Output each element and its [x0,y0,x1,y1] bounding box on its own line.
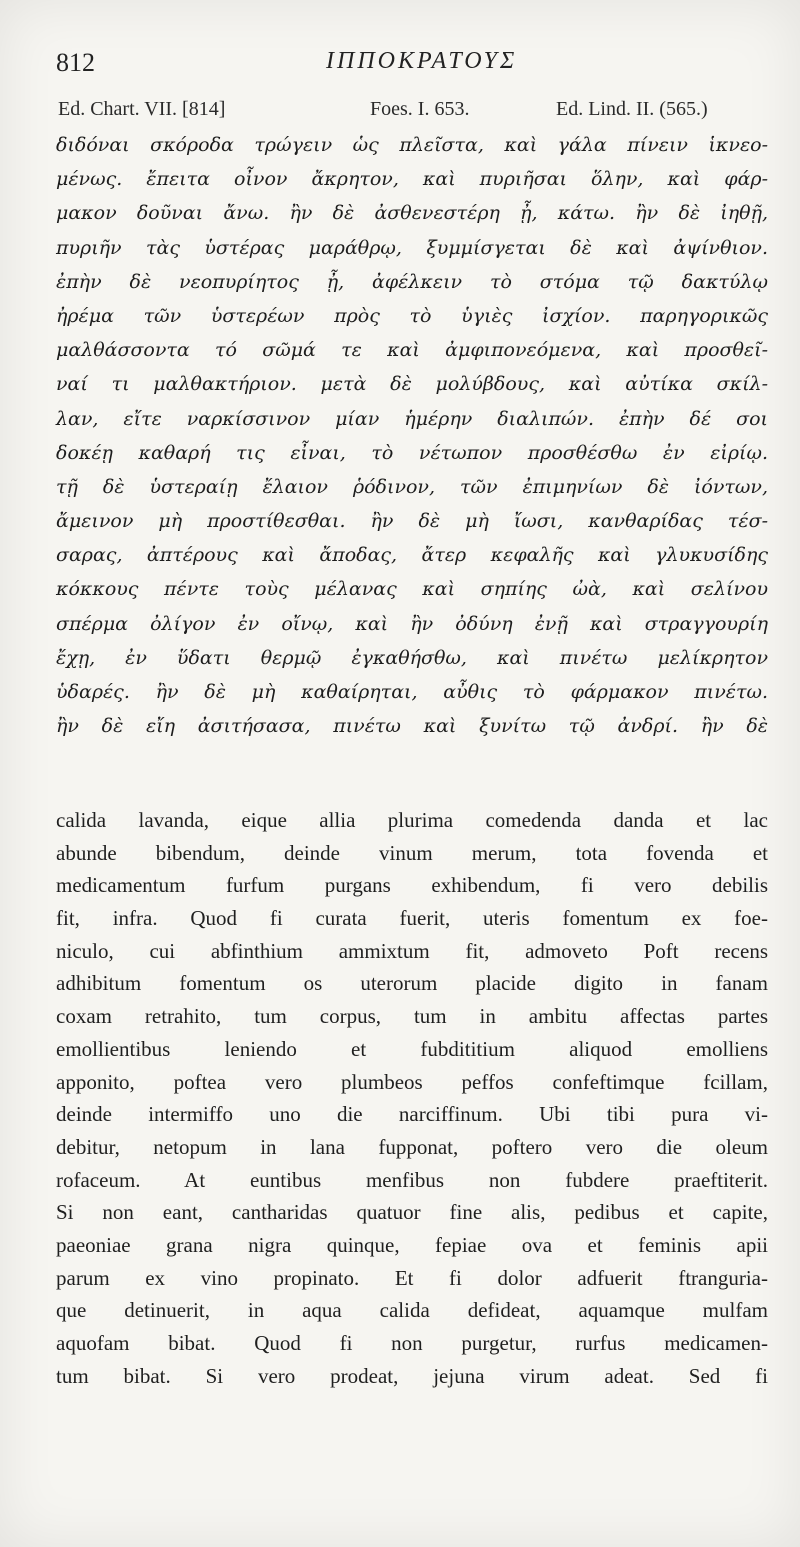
greek-line: μακον δοῦναι ἄνω. ἢν δὲ ἀσθενεστέρη ᾖ, κάτω. ἢν δὲ ἰηθῇ, [56,202,768,225]
latin-line: abunde bibendum, deinde vinum merum, tota fovenda et [56,840,768,865]
greek-line: μένως. ἔπειτα οἶνον ἄκρητον, καὶ πυριῆσαι ὅλην, καὶ φάρ- [56,168,768,191]
greek-line: ἄμεινον μὴ προστίθεσθαι. ἢν δὲ μὴ ἴωσι, κανθαρίδας τέσ- [56,510,768,533]
latin-line: calida lavanda, eique allia plurima comedenda danda et lac [56,808,768,832]
latin-line: aquofam bibat. Quod fi non purgetur, rurfus medicamen- [56,1331,768,1355]
latin-line: emollientibus leniendo et fubdititium aliquod emolliens [56,1036,768,1061]
latin-line: niculo, cui abfinthium ammixtum fit, admoveto Poft recens [56,938,768,963]
greek-line: ἐπὴν δὲ νεοπυρίητος ᾖ, ἀφέλκειν τὸ στόμα τῷ δακτύλῳ [56,270,768,293]
page-header [56,44,756,80]
greek-line: ἔχῃ, ἐν ὕδατι θερμῷ ἐγκαθήσθω, καὶ πινέτω μελίκρητον [56,646,768,669]
edition-ref-linden: Ed. Lind. II. (565.) [556,98,708,120]
running-head: ΙΠΠΟΚΡΑΤΟΥΣ [326,48,518,74]
greek-line: πυριῆν τὰς ὑστέρας μαράθρῳ, ξυμμίσγεται δὲ καὶ ἀψίνθιον. [56,236,768,259]
greek-line: ὑδαρές. ἢν δὲ μὴ καθαίρηται, αὖθις τὸ φάρμακον πινέτω. [56,681,768,703]
greek-line: λαν, εἴτε ναρκίσσινον μίαν ἡμέρην διαλιπών. ἐπὴν δέ σοι [56,407,768,430]
edition-ref-foes: Foes. I. 653. [370,98,470,120]
latin-line: Si non eant, cantharidas quatuor fine alis, pedibus et capite, [56,1200,768,1225]
edition-references [58,98,770,130]
latin-line: adhibitum fomentum os uterorum placide digito in fanam [56,971,768,996]
greek-line: ἠρέμα τῶν ὑστερέων πρὸς τὸ ὑγιὲς ἰσχίον. παρηγορικῶς [56,304,768,327]
latin-line: medicamentum furfum purgans exhibendum, fi vero debilis [56,873,768,898]
latin-line: tum bibat. Si vero prodeat, jejuna virum adeat. Sed fi [56,1363,768,1388]
latin-line: debitur, netopum in lana fupponat, poftero vero die oleum [56,1134,768,1159]
latin-line: que detinuerit, in aqua calida defideat, aquamque mulfam [56,1298,768,1323]
greek-line: κόκκους πέντε τοὺς μέλανας καὶ σηπίης ὠὰ, καὶ σελίνου [56,578,768,601]
greek-line: σαρας, ἀπτέρους καὶ ἄποδας, ἄτερ κεφαλῆς καὶ γλυκυσίδης [56,544,768,567]
latin-line: coxam retrahito, tum corpus, tum in ambitu affectas partes [56,1004,768,1029]
edition-ref-chartier: Ed. Chart. VII. [814] [58,98,226,120]
greek-line: ναί τι μαλθακτήριον. μετὰ δὲ μολύβδους, καὶ αὐτίκα σκίλ- [56,373,768,396]
greek-line: σπέρμα ὀλίγον ἐν οἴνῳ, καὶ ἢν ὀδύνη ἐνῇ καὶ στραγγουρίη [56,612,768,635]
greek-line: τῇ δὲ ὑστεραίῃ ἔλαιον ῥόδινον, τῶν ἐπιμηνίων δὲ ἰόντων, [56,475,768,498]
page-number: 812 [56,48,95,77]
greek-line: ἢν δὲ εἴη ἀσιτήσασα, πινέτω καὶ ξυνίτω τῷ ἀνδρί. ἢν δὲ [56,715,768,738]
latin-line: apponito, poftea vero plumbeos peffos confeftimque fcillam, [56,1069,768,1094]
greek-line: μαλθάσσοντα τό σῶμά τε καὶ ἀμφιπονεόμενα, καὶ προσθεῖ- [56,339,768,362]
latin-line: rofaceum. At euntibus menfibus non fubdere praeftiterit. [56,1167,768,1192]
greek-text [56,128,768,743]
latin-line: parum ex vino propinato. Et fi dolor adfuerit ftranguria- [56,1265,768,1290]
latin-translation [56,804,768,1392]
greek-line: δοκέῃ καθαρή τις εἶναι, τὸ νέτωπον προσθέσθω ἐν εἰρίῳ. [56,441,768,464]
latin-line: deinde intermiffo uno die narciffinum. Ubi tibi pura vi- [56,1102,768,1127]
latin-line: fit, infra. Quod fi curata fuerit, uteris fomentum ex foe- [56,906,768,931]
latin-line: paeoniae grana nigra quinque, fepiae ova et feminis apii [56,1232,768,1257]
greek-line: διδόναι σκόροδα τρώγειν ὡς πλεῖστα, καὶ γάλα πίνειν ἱκνεο- [56,134,768,156]
